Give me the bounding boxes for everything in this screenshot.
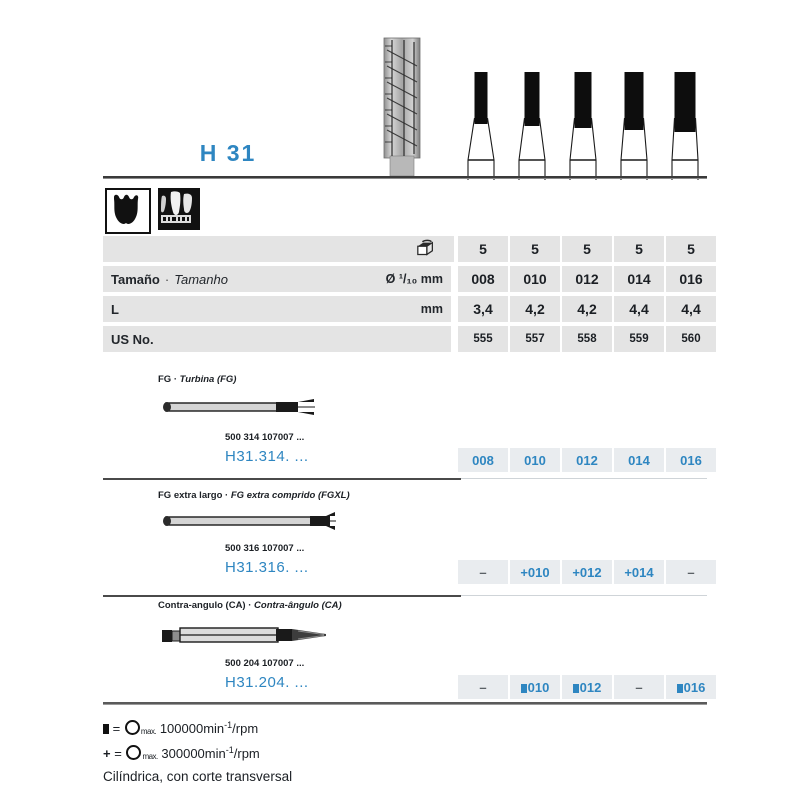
size-label-pt: Tamanho xyxy=(174,271,228,287)
us-number-row-label xyxy=(103,326,451,352)
ca-availability-values xyxy=(458,675,716,699)
ca-shank-illustration xyxy=(158,622,338,648)
bur-profile-014 xyxy=(611,72,657,180)
indication-icon-group xyxy=(105,188,200,234)
header-divider xyxy=(103,176,707,179)
nmax-sub: max. xyxy=(140,727,157,736)
table-row xyxy=(103,236,707,262)
availability-cell: +014 xyxy=(614,560,664,584)
equals-sign: = xyxy=(112,721,121,736)
cell-value: 555 xyxy=(458,326,508,352)
section-divider-light xyxy=(461,595,707,596)
section-divider xyxy=(103,595,461,597)
cell-value: 010 xyxy=(510,266,560,292)
section-contra-angle xyxy=(103,600,707,700)
shape-description: Cilíndrica, con corte transversal xyxy=(103,769,293,784)
section-fg-extra-long xyxy=(103,490,707,582)
order-code: 500 204 107007 ... xyxy=(225,658,305,669)
speed-value: 300000 xyxy=(161,746,205,761)
caption-es: Contra-angulo (CA) · xyxy=(158,600,252,611)
caption-es: FG extra largo · xyxy=(158,490,229,501)
availability-cell xyxy=(510,675,560,699)
cell-value: 5 xyxy=(666,236,716,262)
cell-value: 4,4 xyxy=(666,296,716,322)
footnotes xyxy=(103,716,603,784)
page-title: H 31 xyxy=(199,140,257,166)
availability-cell: +012 xyxy=(562,560,612,584)
cell-value: 5 xyxy=(510,236,560,262)
availability-text: 012 xyxy=(579,679,602,695)
cell-value: 4,2 xyxy=(562,296,612,322)
speed-unit-rpm: /rpm xyxy=(232,721,259,736)
cell-value: 5 xyxy=(458,236,508,262)
cell-value: 012 xyxy=(562,266,612,292)
reference-number[interactable]: H31.204. ... xyxy=(225,674,309,691)
availability-cell: – xyxy=(614,675,664,699)
table-row xyxy=(103,326,707,352)
label-separator: · xyxy=(164,271,170,287)
cell-value: 4,4 xyxy=(614,296,664,322)
nmax-sub: max. xyxy=(142,752,158,761)
speed-unit: min xyxy=(204,746,226,761)
bottom-divider xyxy=(103,702,707,705)
size-values xyxy=(458,266,716,292)
bur-profile-row xyxy=(458,70,708,180)
cell-value: 5 xyxy=(562,236,612,262)
speed-square-marker-icon xyxy=(573,684,579,693)
magnified-bur-icon xyxy=(376,36,428,176)
availability-cell xyxy=(562,675,612,699)
cell-value: 016 xyxy=(666,266,716,292)
availability-cell: – xyxy=(666,560,716,584)
section-divider xyxy=(103,478,461,480)
cell-value: 008 xyxy=(458,266,508,292)
size-row-label xyxy=(103,266,451,292)
availability-cell: 014 xyxy=(614,448,664,472)
availability-text: 016 xyxy=(683,679,706,695)
cell-value: 559 xyxy=(614,326,664,352)
section-fg-turbine xyxy=(103,374,707,478)
length-label-es: L xyxy=(111,301,119,317)
cell-value: 557 xyxy=(510,326,560,352)
order-code: 500 316 107007 ... xyxy=(225,543,305,554)
availability-cell: 016 xyxy=(666,448,716,472)
size-label-es: Tamaño xyxy=(111,271,160,287)
cell-value: 014 xyxy=(614,266,664,292)
reference-number[interactable]: H31.314. ... xyxy=(225,448,309,465)
caption-pt: Turbina (FG) xyxy=(179,374,237,385)
crown-tooth-icon xyxy=(105,188,151,234)
plus-marker-icon: + xyxy=(103,746,111,761)
section-divider-light xyxy=(461,478,707,479)
caption-es: FG · xyxy=(158,374,177,385)
us-number-label: US No. xyxy=(111,331,154,347)
availability-cell xyxy=(666,675,716,699)
availability-cell: 012 xyxy=(562,448,612,472)
caption-pt: FG extra comprido (FGXL) xyxy=(230,490,350,501)
equals-sign: = xyxy=(114,746,122,761)
caption-pt: Contra-ângulo (CA) xyxy=(254,600,342,611)
availability-cell: – xyxy=(458,675,508,699)
availability-cell: – xyxy=(458,560,508,584)
reference-number[interactable]: H31.316. ... xyxy=(225,559,309,576)
cell-value: 3,4 xyxy=(458,296,508,322)
package-box-icon xyxy=(398,236,454,262)
speed-exponent: -1 xyxy=(224,720,233,730)
fg-shank-illustration xyxy=(158,396,318,418)
footnote-speed-square xyxy=(103,716,603,741)
us-number-values xyxy=(458,326,716,352)
square-marker-icon xyxy=(103,724,109,734)
length-values xyxy=(458,296,716,322)
cell-value: 560 xyxy=(666,326,716,352)
packaging-values xyxy=(458,236,716,262)
availability-cell: 008 xyxy=(458,448,508,472)
speed-exponent: -1 xyxy=(225,745,234,755)
section-caption xyxy=(158,600,342,611)
nmax-circle-icon xyxy=(125,720,140,735)
bur-profile-008 xyxy=(458,72,504,180)
nmax-circle-icon xyxy=(126,745,141,760)
speed-value: 100000 xyxy=(159,721,204,736)
bur-profile-016 xyxy=(662,72,708,180)
cell-value: 5 xyxy=(614,236,664,262)
speed-unit: min xyxy=(203,721,225,736)
order-code: 500 314 107007 ... xyxy=(225,432,305,443)
length-unit: mm xyxy=(420,302,443,316)
tooth-preparation-icon xyxy=(158,188,200,230)
size-unit: Ø ¹/₁₀ mm xyxy=(385,272,443,286)
availability-text: 010 xyxy=(527,679,550,695)
fgxl-shank-illustration xyxy=(158,510,336,532)
footnote-speed-plus xyxy=(103,741,603,766)
bur-profile-012 xyxy=(560,72,606,180)
bur-profile-010 xyxy=(509,72,555,180)
speed-square-marker-icon xyxy=(521,684,527,693)
table-row xyxy=(103,266,707,292)
fgxl-availability-values xyxy=(458,560,716,584)
availability-cell: 010 xyxy=(510,448,560,472)
section-caption xyxy=(158,374,236,385)
table-row xyxy=(103,296,707,322)
section-caption xyxy=(158,490,350,501)
availability-cell: +010 xyxy=(510,560,560,584)
specification-table xyxy=(103,236,707,356)
cell-value: 558 xyxy=(562,326,612,352)
cell-value: 4,2 xyxy=(510,296,560,322)
fg-availability-values xyxy=(458,448,716,472)
speed-square-marker-icon xyxy=(677,684,683,693)
speed-unit-rpm: /rpm xyxy=(233,746,260,761)
length-row-label xyxy=(103,296,451,322)
